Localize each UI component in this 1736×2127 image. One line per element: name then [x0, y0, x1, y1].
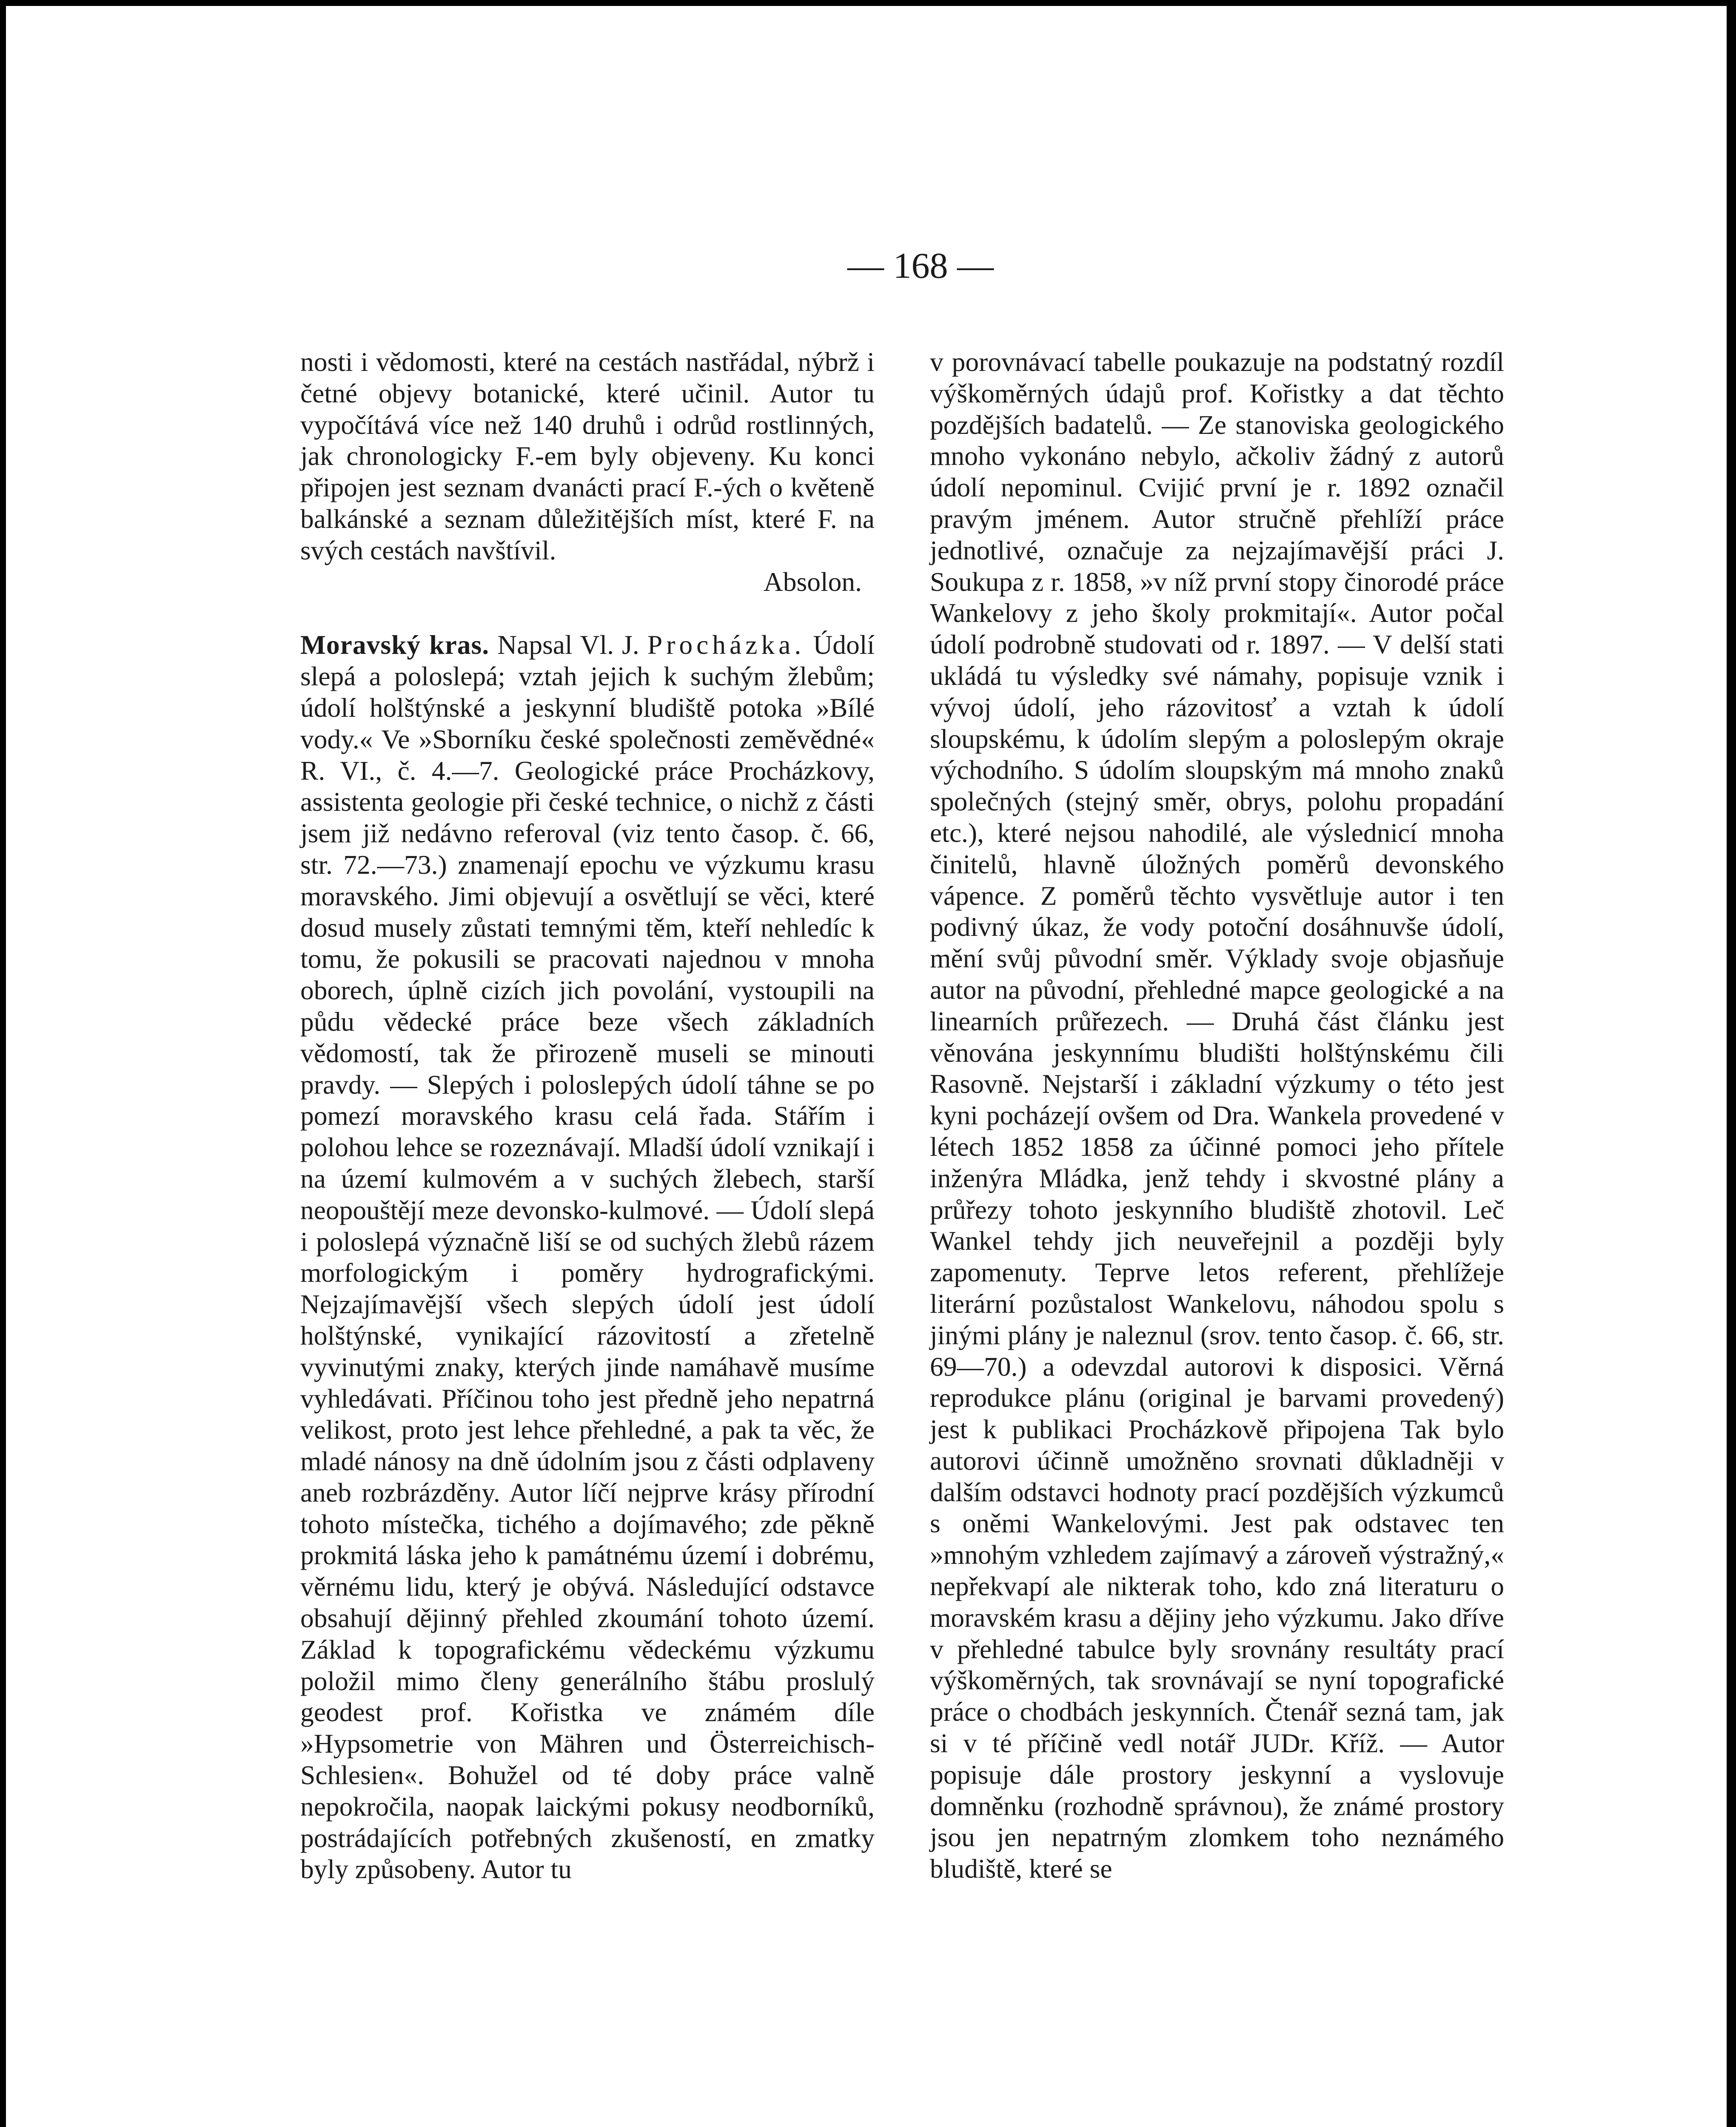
review-title: Moravský kras. [300, 630, 490, 660]
page-number: — 168 — [847, 245, 994, 286]
review-paragraph [300, 629, 875, 1885]
review-signature: Absolon. [763, 566, 862, 597]
review-text-continued: v porovnávací tabelle poukazuje na podstatný rozdíl výškoměrných údajů prof. Kořistky a dat těchto pozdějších badatelů. — Ze stanoviska geologického mnoho vykonáno nebylo, ačkoliv žádný z autorů údolí nepominul. Cvijić první je r. 1892 označil pravým jménem. Autor stručně přehlíží práce jednotlivé, označuje za nejzajímavější práci J. Soukupa z r. 1858, »v níž první stopy činorodé práce Wankelovy z jeho školy prokmitají«. Autor počal údolí podrobně studovati od r. 1897. — V delší stati ukládá tu výsledky své námahy, popisuje vznik i vývoj údolí, jeho rázovitosť a vztah k údolí sloupskému, k údolím slepým a poloslepým okraje východního. S údolím sloupským má mnoho znaků společných (stejný směr, obrys, polohu propadání etc.), které nejsou nahodilé, ale výslednicí mnoha činitelů, hlavně úložných poměrů devonského vápence. Z poměrů těchto vysvětluje autor i ten podivný úkaz, že vody potoční dosáhnuvše údolí, mění svůj původní směr. Výklady svoje objasňuje autor na původní, přehledné mapce geologické a na linearních průřezech. — Druhá část článku jest věnována jeskynnímu bludišti holštýnskému čili Rasovně. Nejstarší i základní výzkumy o této jest kyni pocházejí ovšem od Dra. Wankela provedené v létech 1852 1858 za účinné pomoci jeho přítele inženýra Mládka, jenž tehdy i skvostné plány a průřezy tohoto jeskynního bludiště zhotovil. Leč Wankel tehdy jich neuveřejnil a později byly zapomenuty. Teprve letos referent, přehlížeje literární pozůstalost Wankelovu, náhodou spolu s jinými plány je naleznul (srov. tento časop. č. 66, str. 69—70.) a odevzdal autorovi k disposici. Věrná reprodukce plánu (original je barvami provedený) jest k publikaci Procházkově připojena Tak bylo autorovi účinně umožněno srovnati důkladněji v dalším odstavci hodnoty prací pozdějších výzkumců s oněmi Wankelovými. Jest pak odstavec ten »mnohým vzhledem zajímavý a zároveň výstražný,« nepřekvapí ale nikterak toho, kdo zná literaturu o moravském krasu a dějiny jeho výzkumu. Jako dříve v přehledné tabulce byly srovnány resultáty prací výškoměrných, tak srovnávají se nyní topografické práce o chodbách jeskynních. Čtenář sezná tam, jak si v té příčině vedl notář JUDr. Kříž. — Autor popisuje dále prostory jeskynní a vyslovuje domněnku (rozhodně správnou), že známé prostory jsou jen nepatrným zlomkem toho neznámého bludiště, které se [930, 347, 1504, 1884]
review-continuation-paragraph: nosti i vědomosti, které na cestách nastřádal, nýbrž i četné objevy botanické, které učinil. Autor tu vypočítává více než 140 druhů i odrůd rostlinných, jak chronologicky F.-em byly objeveny. Ku konci připojen jest seznam dvanácti prací F.-ých o květeně balkánské a seznam důležitějších míst, které F. na svých cestách navštívil. [300, 347, 875, 565]
right-column [930, 346, 1504, 1885]
review-text: Údolí slepá a poloslepá; vztah jejich k suchým žlebům; údolí holštýnské a jeskynní bludiště potoka »Bílé vody.« Ve »Sborníku české společnosti zeměvědné« R. VI., č. 4.—7. Geologické práce Procházkovy, assistenta geologie při české technice, o nichž z části jsem již nedávno referoval (viz tento časop. č. 66, str. 72.—73.) znamenají epochu ve výzkumu krasu moravského. Jimi objevují a osvětlují se věci, které dosud musely zůstati temnými těm, kteří nehledíc k tomu, že pokusili se pracovati najednou v mnoha oborech, úplně cizích jich povolání, vystoupili na půdu vědecké práce beze všech základních vědomostí, tak že přirozeně museli se minouti pravdy. — Slepých i poloslepých údolí táhne se po pomezí moravského krasu celá řada. Stářím i polohou lehce se rozeznávají. Mladší údolí vznikají i na území kulmovém a v suchých žlebech, starší neopouštějí meze devonsko-kulmové. — Údolí slepá i poloslepá význačně liší se od suchých žlebů rázem morfologickým i poměry hydrografickými. Nejzajímavější všech slepých údolí jest údolí holštýnské, vynikající rázovitostí a zřetelně vyvinutými znaky, kterých jinde namáhavě musíme vyhledávati. Příčinou toho jest předně jeho nepatrná velikost, proto jest lehce přehledné, a pak ta věc, že mladé nánosy na dně údolním jsou z části odplaveny aneb rozbrázděny. Autor líčí nejprve krásy přírodní tohoto místečka, tichého a dojímavého; zde pěkně prokmitá láska jeho k památnému území i dobrému, věrnému lidu, který je obývá. Následující odstavce obsahují dějinný přehled zkoumání tohoto území. Základ k topografickému vědeckému výzkumu položil mimo členy generálního štábu proslulý geodest prof. Kořistka ve známém díle »Hypsometrie von Mähren und Österreichisch- Schlesien«. Bohužel od té doby práce valně nepokročila, naopak laickými pokusy neodborníků, postrádajících potřebných zkušeností, en zmatky byly způsobeny. Autor tu [300, 630, 875, 1885]
book-page [6, 6, 1727, 2127]
review-byline: Napsal Vl. J. [489, 630, 647, 660]
review-author: Procházka. [647, 630, 805, 660]
left-column [300, 346, 875, 1885]
